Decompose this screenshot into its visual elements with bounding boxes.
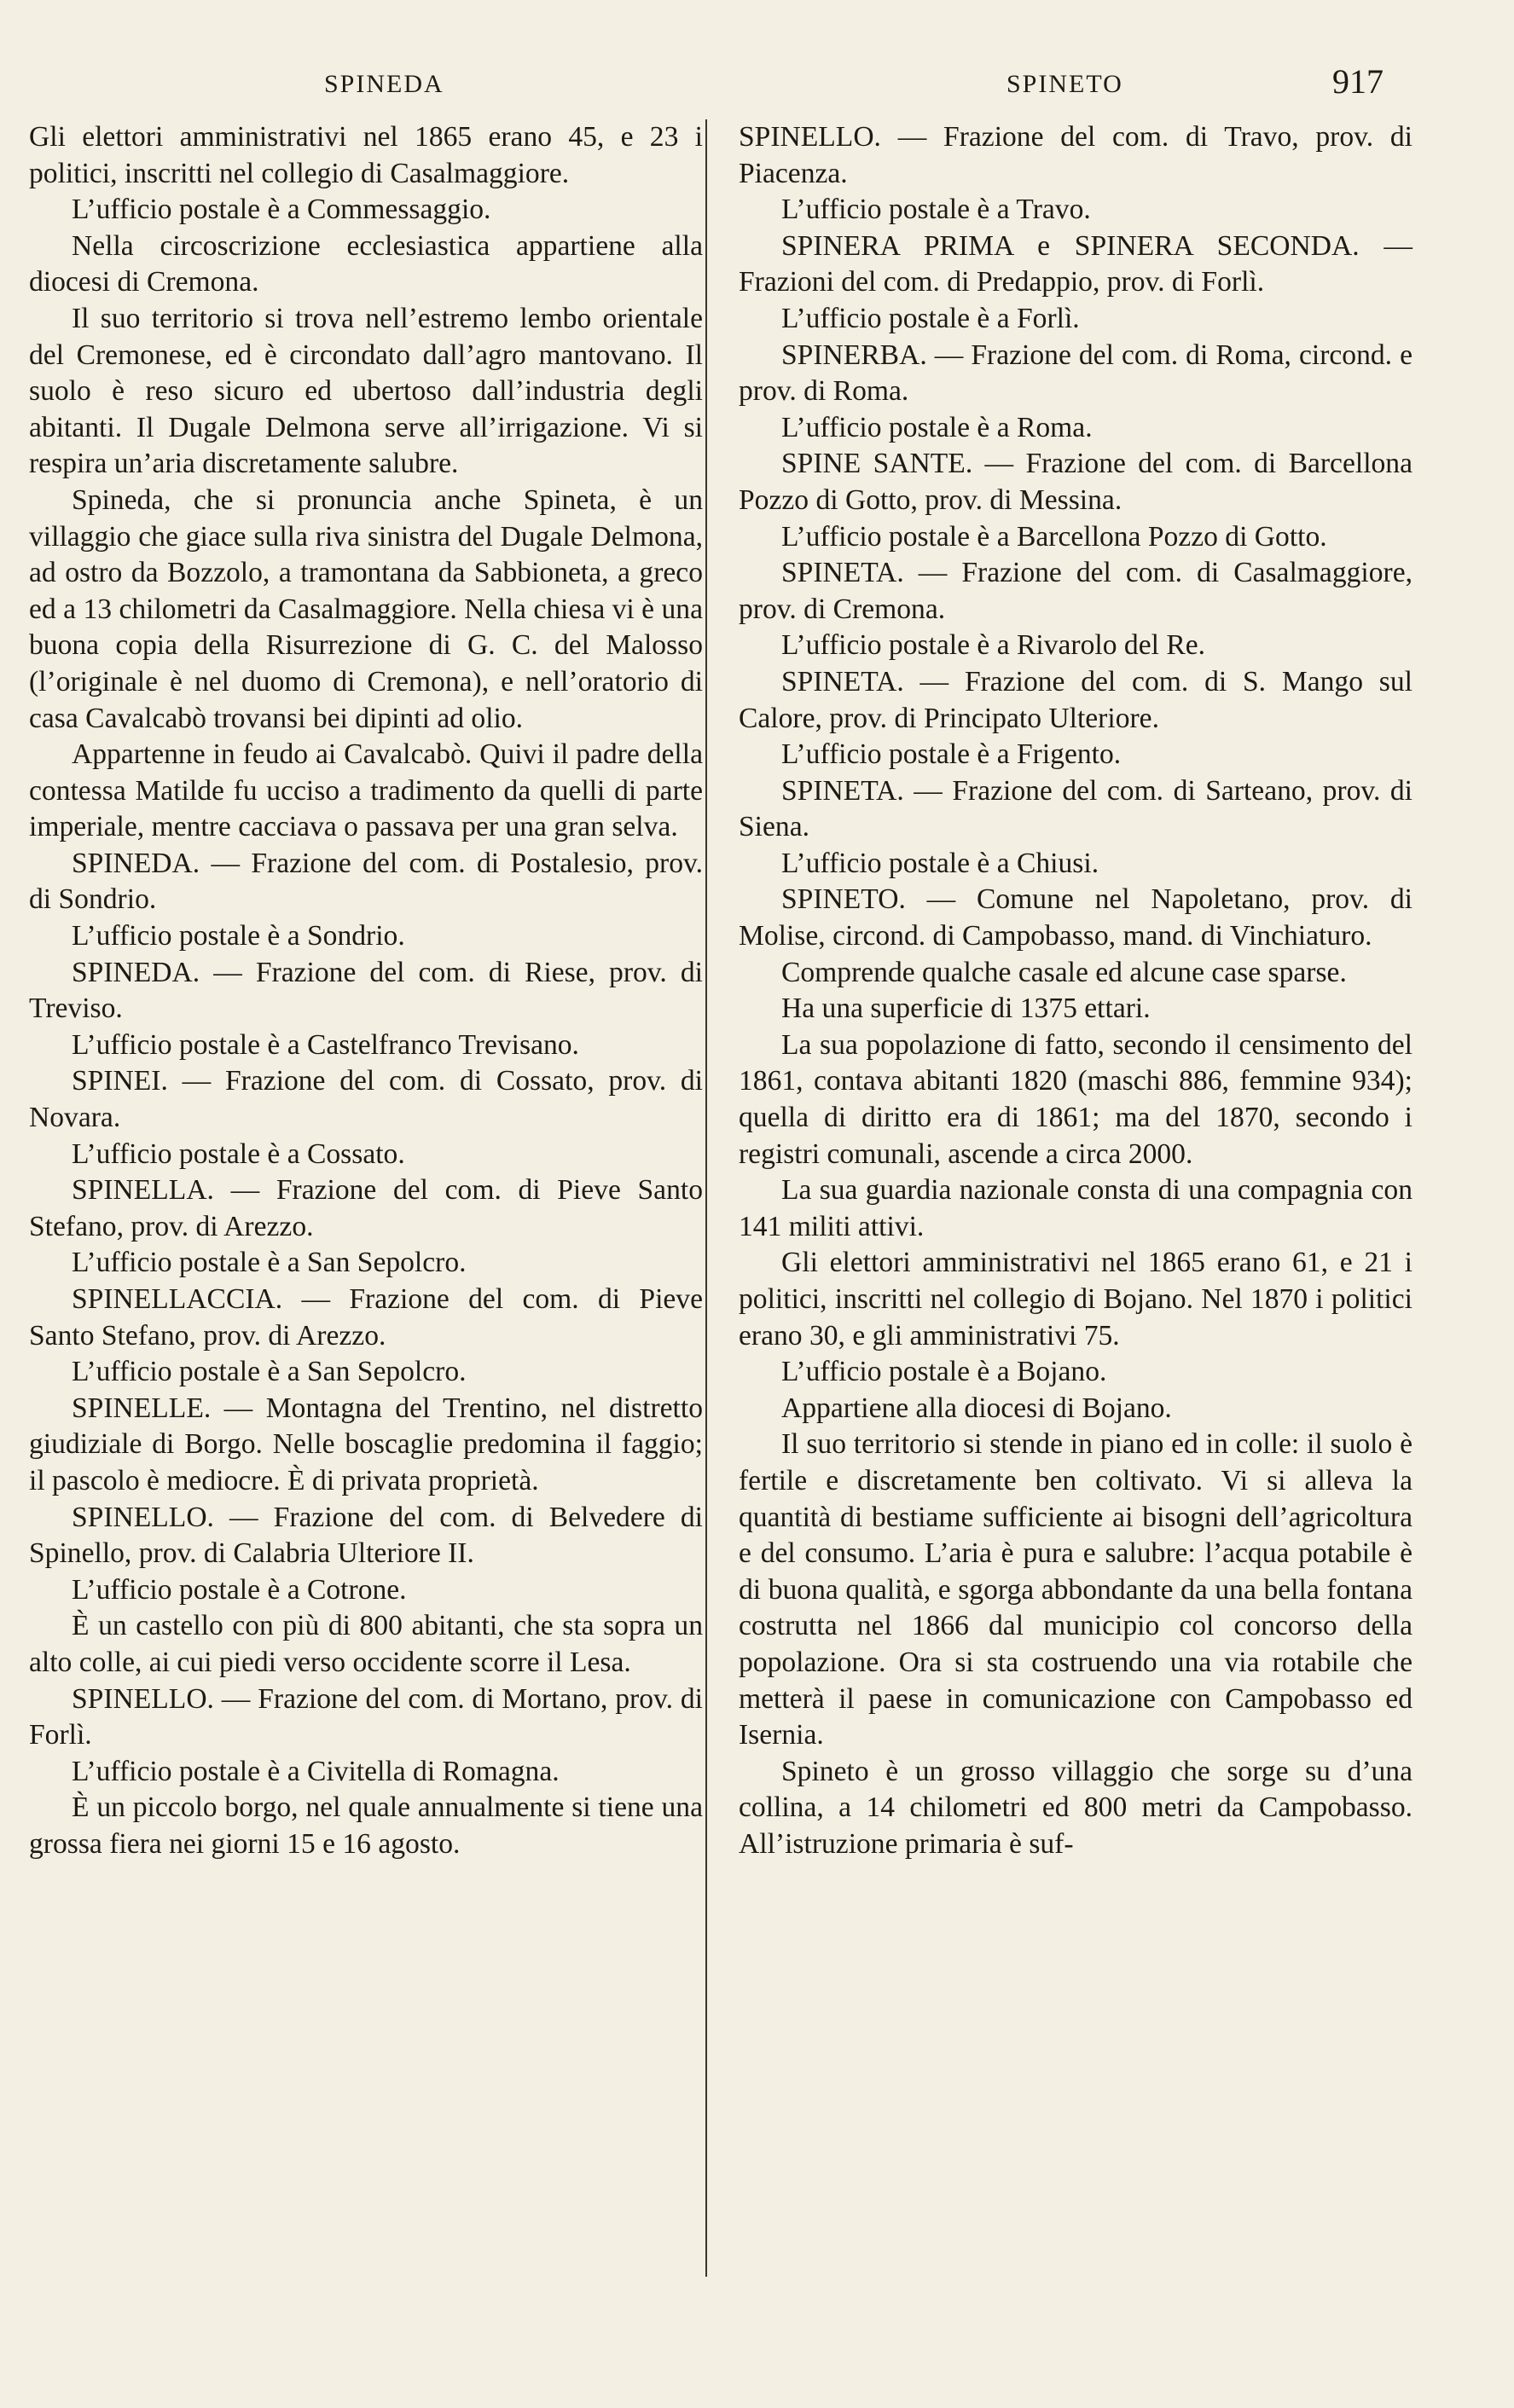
paragraph: L’ufficio postale è a Rivarolo del Re.	[781, 629, 1206, 662]
paragraph: L’ufficio postale è a Frigento.	[781, 738, 1122, 771]
paragraph: SPINELLA. — Frazione del com. di Pieve Santo Stefano, prov. di Arezzo.	[29, 1174, 703, 1242]
paragraph: Spineda, che si pronuncia anche Spineta, è un villaggio che giace sulla riva sinistra del Dugale Delmona, ad ostro da Bozzolo, a tramontana da Sabbioneta, a greco ed a 13 chilometri da Casalmaggiore. Nella chiesa vi è una buona copia della Risurrezione di G. C. del Malosso (l’originale è nel duomo di Cremona), e nell’oratorio di casa Cavalcabò trovansi bei dipinti ad olio.	[29, 483, 703, 734]
paragraph: SPINELLO. — Frazione del com. di Belvedere di Spinello, prov. di Calabria Ulteriore II.	[29, 1501, 703, 1570]
right-running-title: SPINETO	[1006, 70, 1123, 98]
paragraph: SPINELLE. — Montagna del Trentino, nel distretto giudiziale di Borgo. Nelle boscaglie predomina il faggio; il pascolo è mediocre. È di privata proprietà.	[29, 1392, 703, 1496]
paragraph: SPINELLO. — Frazione del com. di Travo, prov. di Piacenza.	[739, 121, 1412, 189]
paragraph: L’ufficio postale è a Forlì.	[781, 302, 1080, 334]
paragraph: Nella circoscrizione ecclesiastica appartiene alla diocesi di Cremona.	[29, 229, 703, 298]
paragraph: SPINEDA. — Frazione del com. di Postalesio, prov. di Sondrio.	[29, 847, 703, 916]
paragraph: L’ufficio postale è a San Sepolcro.	[72, 1247, 467, 1279]
paragraph: SPINELLO. — Frazione del com. di Mortano, prov. di Forlì.	[29, 1682, 703, 1751]
paragraph: Spineto è un grosso villaggio che sorge su d’una collina, a 14 chilometri ed 800 metri da Campobasso. All’istruzione primaria è suf-	[739, 1755, 1412, 1860]
paragraph: È un castello con più di 800 abitanti, che sta sopra un alto colle, ai cui piedi verso occidente scorre il Lesa.	[29, 1610, 703, 1678]
paragraph: L’ufficio postale è a Cotrone.	[72, 1573, 407, 1606]
paragraph: SPINETA. — Frazione del com. di Sarteano, prov. di Siena.	[739, 774, 1412, 843]
column-divider	[705, 119, 707, 2277]
paragraph: La sua popolazione di fatto, secondo il censimento del 1861, contava abitanti 1820 (maschi 886, femmine 934); quella di diritto era di 1861; ma del 1870, secondo i registri comunali, ascende a circa 2000.	[739, 1028, 1412, 1170]
paragraph: SPINEDA. — Frazione del com. di Riese, prov. di Treviso.	[29, 956, 703, 1025]
paragraph: L’ufficio postale è a Bojano.	[781, 1356, 1107, 1388]
paragraph: L’ufficio postale è a Commessaggio.	[72, 194, 491, 226]
page-number: 917	[1332, 62, 1383, 101]
paragraph: SPINELLACCIA. — Frazione del com. di Pieve Santo Stefano, prov. di Arezzo.	[29, 1283, 703, 1352]
paragraph: SPINE SANTE. — Frazione del com. di Barcellona Pozzo di Gotto, prov. di Messina.	[739, 448, 1412, 516]
paragraph: L’ufficio postale è a Chiusi.	[781, 847, 1099, 879]
paragraph: La sua guardia nazionale consta di una compagnia con 141 militi attivi.	[739, 1174, 1412, 1242]
paragraph: SPINERBA. — Frazione del com. di Roma, circond. e prov. di Roma.	[739, 339, 1412, 408]
paragraph: SPINEI. — Frazione del com. di Cossato, prov. di Novara.	[29, 1065, 703, 1134]
paragraph: Ha una superficie di 1375 ettari.	[781, 993, 1151, 1025]
paragraph: L’ufficio postale è a Sondrio.	[72, 920, 405, 952]
paragraph: SPINETA. — Frazione del com. di S. Mango sul Calore, prov. di Principato Ulteriore.	[739, 665, 1412, 734]
paragraph: L’ufficio postale è a Castelfranco Trevisano.	[72, 1028, 579, 1061]
paragraph: Gli elettori amministrativi nel 1865 erano 61, e 21 i politici, inscritti nel collegio di Bojano. Nel 1870 i politici erano 30, e gli amministrativi 75.	[739, 1247, 1412, 1352]
paragraph: SPINERA PRIMA e SPINERA SECONDA. — Frazioni del com. di Predappio, prov. di Forlì.	[739, 229, 1412, 298]
paragraph: SPINETA. — Frazione del com. di Casalmaggiore, prov. di Cremona.	[739, 557, 1412, 625]
paragraph: L’ufficio postale è a Civitella di Romagna.	[72, 1755, 560, 1787]
paragraph: Appartenne in feudo ai Cavalcabò. Quivi il padre della contessa Matilde fu ucciso a tradimento da quelli di parte imperiale, mentre cacciava o passava per una gran selva.	[29, 738, 703, 843]
paragraph: L’ufficio postale è a Cossato.	[72, 1137, 405, 1170]
right-column	[739, 119, 1412, 1863]
paragraph: L’ufficio postale è a San Sepolcro.	[72, 1356, 467, 1388]
paragraph: È un piccolo borgo, nel quale annualmente si tiene una grossa fiera nei giorni 15 e 16 agosto.	[29, 1792, 703, 1860]
paragraph: Comprende qualche casale ed alcune case sparse.	[781, 956, 1347, 988]
left-running-title: SPINEDA	[324, 70, 444, 98]
running-header	[0, 62, 1514, 113]
paragraph: Il suo territorio si trova nell’estremo lembo orientale del Cremonese, ed è circondato dall’agro mantovano. Il suolo è reso sicuro ed ubertoso dall’industria degli abitanti. Il Dugale Delmona serve all’irrigazione. Vi si respira un’aria discretamente salubre.	[29, 302, 703, 480]
paragraph: L’ufficio postale è a Roma.	[781, 411, 1093, 443]
paragraph: Gli elettori amministrativi nel 1865 erano 45, e 23 i politici, inscritti nel collegio di Casalmaggiore.	[29, 121, 703, 189]
paragraph: L’ufficio postale è a Travo.	[781, 194, 1091, 226]
paragraph: L’ufficio postale è a Barcellona Pozzo di Gotto.	[781, 520, 1327, 553]
paragraph: Il suo territorio si stende in piano ed in colle: il suolo è fertile e discretamente ben coltivato. Vi si alleva la quantità di bestiame sufficiente ai bisogni dell’agricoltura e del consumo. L’aria è pura e salubre: l’acqua potabile è di buona qualità, e sgorga abbondante da una bella fontana costrutta nel 1866 dal municipio col concorso della popolazione. Ora si sta costruendo una via rotabile che metterà il paese in comunicazione con Campobasso ed Isernia.	[739, 1428, 1412, 1751]
paragraph: SPINETO. — Comune nel Napoletano, prov. di Molise, circond. di Campobasso, mand. di Vinchiaturo.	[739, 883, 1412, 952]
left-column	[29, 119, 703, 1863]
paragraph: Appartiene alla diocesi di Bojano.	[781, 1392, 1172, 1424]
